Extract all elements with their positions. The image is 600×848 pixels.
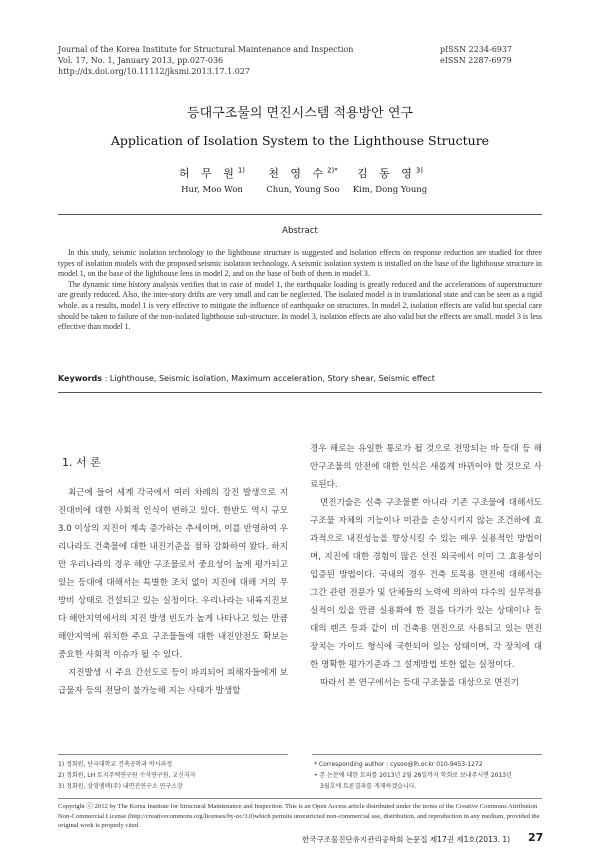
footnote-rule-left bbox=[58, 754, 288, 755]
body-paragraph: 최근에 들어 세계 각국에서 여러 차례의 강진 발생으로 지진대비에 대한 사회적 인식이 변하고 있다. 한반도 역시 규모 3.0 이상의 지진이 계속 증가하는 추세이며, 이를 반영하여 우리나라도 건축물에 대한 내진기준을 점차 강화하여 왔다. 하지만 우리나라의 경우 해안 구조물로서 중요성이 높게 평가되고 있는 등대에 대해서는 특별한 조치 없이 지진에 대해 거의 무방비 상태로 건설되고 있는 실정이다. 우리나라는 내륙지진보다 해안지역에서의 지진 발생 빈도가 높게 나타나고 있는 만큼 해안지역에 위치한 주요 구조물들에 대한 내진안전도 확보는 중요한 사회적 이슈가 될 수 있다. bbox=[58, 488, 288, 660]
footnotes-affiliations bbox=[58, 759, 288, 792]
body-column-left bbox=[58, 484, 288, 700]
author-name-en: Chun, Young Soo bbox=[266, 185, 340, 195]
abstract-paragraph: In this study, seismic isolation technology to the lighthouse structure is suggested and isolation effects on response reduction are studied for three types of isolation models with the proposed seismic isolation technology. A seismic isolation system is installed on the base of the lighthouse structure in model 1, on the base of the lighthouse lens in model 2, and on the base of both of them in model 3. bbox=[58, 248, 542, 279]
footnotes-correspondence bbox=[314, 759, 544, 792]
page-footer bbox=[58, 832, 542, 844]
body-column-right bbox=[310, 440, 542, 692]
footnote-rule-right bbox=[312, 754, 542, 755]
issn-block bbox=[440, 44, 544, 66]
footnote: 2) 정회원, LH 토지주택연구원 수석연구원, 교신저자 bbox=[58, 772, 196, 779]
author-3 bbox=[330, 165, 450, 195]
body-paragraph: 경우 해로는 유일한 통로가 될 것으로 전망되는 바 등대 등 해안구조물의 안전에 대한 인식은 새롭게 바뀌어야 할 것으로 사료된다. bbox=[310, 444, 542, 490]
copyright-rule bbox=[58, 798, 542, 799]
abstract-bottom-rule bbox=[58, 392, 542, 393]
corresponding-author: * Corresponding author : cysoo@lh.or.kr 010-9453-1272 bbox=[314, 761, 483, 768]
author-name-ko: 김 동 영 bbox=[356, 167, 416, 180]
footnote: 1) 정회원, 단국대학교 건축공학과 박사과정 bbox=[58, 761, 173, 768]
body-paragraph: 지진발생 시 주요 간선도로 등이 파괴되어 피해자들에게 보급물자 등의 전달이 불가능해 지는 사태가 발생할 bbox=[58, 668, 288, 696]
author-name-en: Kim, Dong Young bbox=[352, 185, 428, 195]
doi-link[interactable]: http://dx.doi.org/10.11112/jksmi.2013.17.1.027 bbox=[58, 67, 250, 76]
keywords-label: Keywords bbox=[58, 374, 103, 383]
abstract-paragraph: The dynamic time history analysis verifies that in case of model 1, the earthquake loading is greatly reduced and the accelerations of superstructure are greatly reduced. Also, the inter-story drifts are very small and can be neglected. The isolated model is in translational state and can be seen as a rigid whole. as a results, model 1 is very effective to mitigate the influence of earthquake on structures. In model 2, isolation effects are valid but special care should be taken to failure of the non-isolated lighthouse sub-structure. In model 3, isolation effects are also valid but the effects are small. model 3 is less effective than model 1. bbox=[58, 279, 542, 332]
footnote: 3) 정회원, 삼영엠텍(주) 내면진연구소 연구소장 bbox=[58, 783, 183, 790]
keywords-text: : Lighthouse, Seismic isolation, Maximum acceleration, Story shear, Seismic effect bbox=[102, 374, 435, 383]
volume-info: Vol. 17, No. 1, January 2013, pp.027-036 bbox=[58, 56, 224, 65]
journal-name: Journal of the Korea Institute for Structural Maintenance and Inspection bbox=[58, 45, 354, 54]
author-name-ko: 천 영 수 bbox=[268, 167, 328, 180]
author-affil-mark: 3) bbox=[415, 166, 424, 175]
title-korean: 등대구조물의 면진시스템 적용방안 연구 bbox=[187, 106, 413, 121]
keywords bbox=[58, 374, 542, 383]
title-english: Application of Isolation System to the Lighthouse Structure bbox=[110, 133, 490, 148]
journal-header bbox=[58, 44, 388, 77]
author-list bbox=[0, 165, 600, 205]
footnote: 3월호에 토론결과를 게재하겠습니다. bbox=[320, 783, 417, 790]
body-paragraph: 따라서 본 연구에서는 등대 구조물을 대상으로 면진기 bbox=[320, 678, 520, 688]
abstract-heading: Abstract bbox=[282, 226, 318, 236]
footnote: • 본 논문에 대한 토의를 2013년 2월 28일까지 학회로 보내주시면 2013년 bbox=[314, 772, 512, 779]
eissn: eISSN 2287-6979 bbox=[440, 56, 512, 65]
abstract-top-rule bbox=[58, 214, 542, 215]
author-name-ko: 허 무 원 bbox=[178, 167, 238, 180]
copyright-notice: Copyright ⓒ 2012 by The Korea Institute for Structural Maintenance and Inspection. This is an Open Access article distributed under the terms of the Creative Commons Attribution Non-Commercial License (http://creativecommons.org/licenses/by-nc/3.0)which permits unrestricted non-commercial use, distribution, and reproduction in any medium, provided the original work is properly cited. bbox=[58, 803, 540, 830]
abstract-body bbox=[58, 248, 542, 333]
pissn: pISSN 2234-6937 bbox=[440, 45, 513, 54]
author-affil-mark: 1) bbox=[237, 166, 246, 175]
author-affil-mark: 2)* bbox=[327, 166, 338, 175]
body-paragraph: 면진기술은 신축 구조물뿐 아니라 기존 구조물에 대해서도 구조물 자체의 기능이나 미관을 손상시키지 않는 조건하에 효과적으로 내진성능을 향상시킬 수 있는 매우 실용적인 방법이며, 지진에 대한 경험이 많은 선진 외국에서 이미 그 효용성이 입증된 방법이다. 국내의 경우 건축 토목용 면진에 대해서는 그간 관련 전문가 및 단체들의 노력에 의하여 다수의 실무적용 실적이 있을 만큼 실용화에 한 걸음 다가가 있는 상태이나 등대의 렌즈 등과 같이 비 건축용 면진으로 사용되고 있는 면진장치는 가이드 형식에 국한되어 있는 상태이며, 각 장치에 대한 명확한 평가기준과 그 설계방법 또한 없는 실정이다. bbox=[310, 498, 542, 670]
author-name-en: Hur, Moo Won bbox=[181, 185, 243, 195]
page-number: 27 bbox=[528, 831, 544, 844]
footer-journal: 한국구조물진단유지관리공학회 논문집 제17권 제1호(2013. 1) bbox=[302, 835, 511, 844]
section-heading: 1. 서 론 bbox=[62, 456, 101, 469]
